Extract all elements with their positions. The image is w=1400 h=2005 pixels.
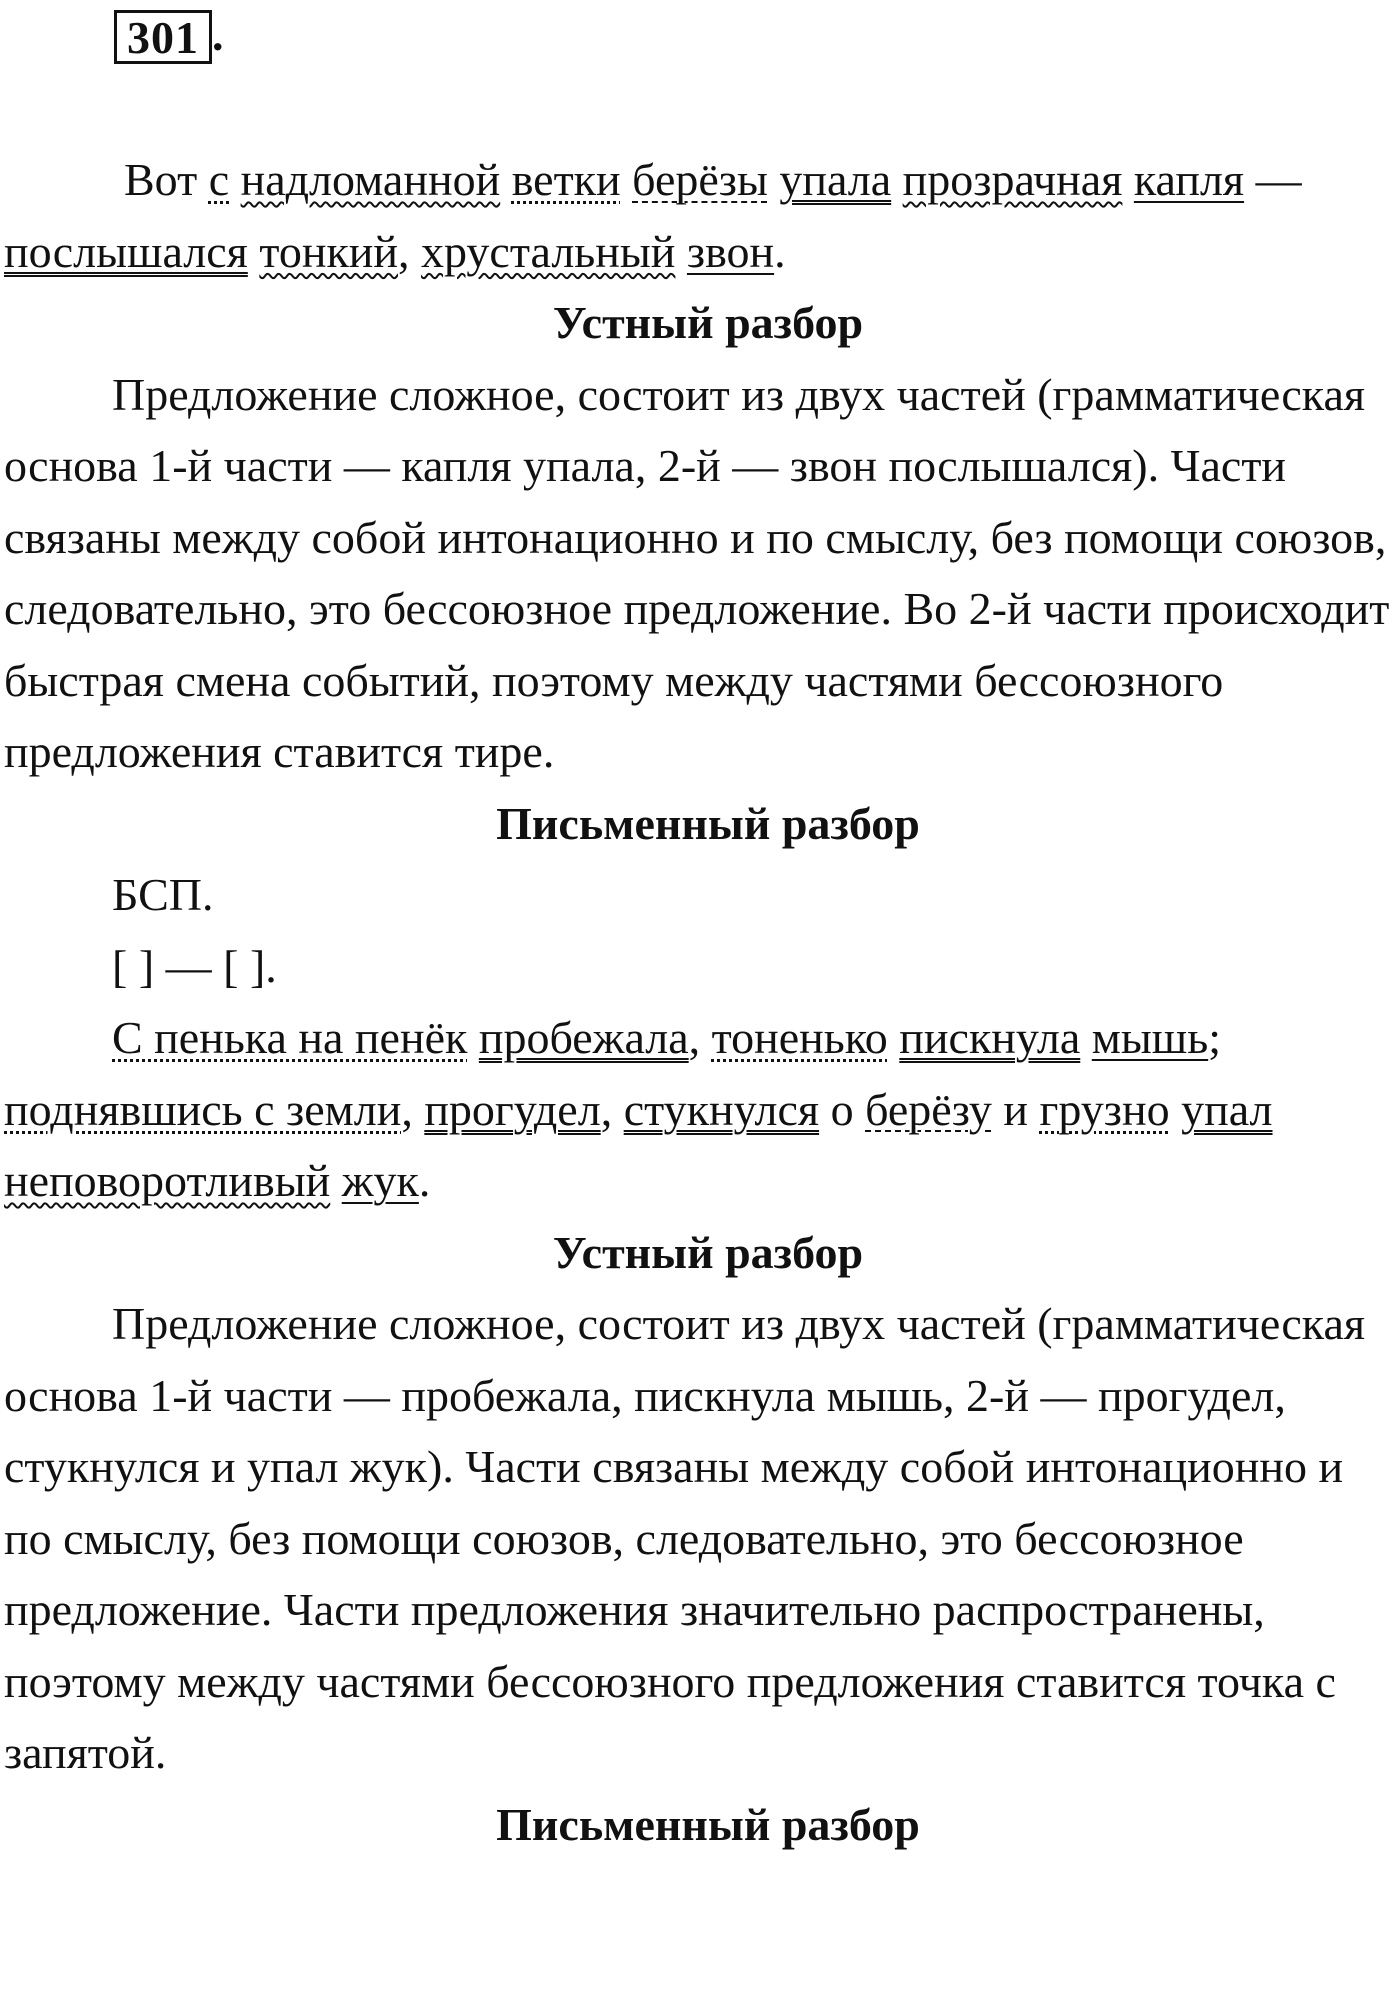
conjunction: и (991, 1083, 1040, 1135)
space (1170, 1084, 1182, 1135)
heading-written-analysis-2: Письменный разбор (496, 1798, 920, 1850)
word-attribute: хрустальный (421, 225, 676, 277)
space (1080, 1012, 1092, 1063)
task-number (114, 9, 225, 63)
heading-written-analysis-1: Письменный разбор (496, 797, 920, 849)
word-predicate: пискнула (899, 1012, 1081, 1063)
word-adverbial: грузно (1039, 1083, 1170, 1135)
word-adverbial: С пенька на пенёк (112, 1012, 468, 1063)
heading-oral-analysis-2: Устный разбор (552, 1226, 864, 1278)
word-subject: капля (1133, 154, 1245, 205)
word-predicate: упала (779, 154, 892, 205)
sentence-1 (4, 144, 1394, 287)
space (888, 1012, 900, 1063)
space (768, 154, 780, 205)
word-predicate: прогудел (424, 1083, 601, 1135)
word-adverbial: тоненько (711, 1012, 888, 1063)
oral-analysis-1: Предложение сложное, состоит из двух частей (грамматическая основа 1-й части — капля упала, 2-й — звон послышался). Части связаны между собой интонационно и по смыслу, без помощи союзов, следовательно, это бессоюзное предложение. Во 2-й части происходит быстрая смена событий, поэтому между частями бессоюзного предложения ставится тире. (4, 368, 1390, 777)
period: . (774, 225, 786, 277)
word-object: берёзы (632, 154, 768, 205)
period: . (418, 1155, 431, 1206)
word-attribute: тонкий (259, 225, 399, 277)
oral-analysis-2: Предложение сложное, состоит из двух частей (грамматическая основа 1-й части — пробежала, пискнула мышь, 2-й — прогудел, стукнулся и упал жук). Части связаны между собой интонационно и по смыслу, без помощи союзов, следовательно, это бессоюзное предложение. Части предложения значительно распространены, поэтому между частями бессоюзного предложения ставится точка с запятой. (4, 1298, 1366, 1778)
task-number-box: 301 (114, 10, 212, 64)
space (675, 226, 687, 277)
word-subject: жук (341, 1155, 419, 1206)
space (891, 154, 903, 205)
dash: — (1244, 154, 1302, 205)
written-analysis-scheme: [ ] — [ ]. (112, 940, 277, 992)
word-object: берёзу (865, 1083, 992, 1135)
space (330, 1155, 342, 1206)
written-analysis-type: БСП. (112, 869, 214, 920)
word-predicate: упал (1181, 1083, 1273, 1135)
word: Вот (124, 154, 209, 205)
word-attribute: прозрачная (902, 154, 1123, 205)
word-attribute: неповоротливый (4, 1155, 331, 1206)
word-subject: мышь (1091, 1012, 1209, 1063)
word-adverbial: ветки (511, 154, 621, 205)
space (467, 1012, 479, 1063)
comma: , (600, 1083, 624, 1135)
word-adverbial: поднявшись с земли (4, 1083, 402, 1135)
space (1122, 154, 1134, 205)
word-predicate: послышался (4, 225, 248, 277)
word-attribute: надломанной (240, 154, 501, 205)
sentence-2 (4, 1002, 1394, 1217)
space (500, 154, 512, 205)
text-body (4, 144, 1394, 1860)
space (248, 226, 260, 277)
space (621, 154, 633, 205)
word-adverbial: с (208, 154, 230, 205)
word-subject: звон (686, 225, 775, 277)
heading-oral-analysis-1: Устный разбор (552, 297, 864, 348)
comma: , (398, 225, 422, 277)
preposition: о (819, 1083, 866, 1135)
semicolon: ; (1208, 1012, 1221, 1063)
comma: , (401, 1083, 425, 1135)
task-number-dot: . (212, 9, 225, 60)
word-predicate: стукнулся (623, 1083, 820, 1135)
comma: , (688, 1012, 712, 1063)
word-predicate: пробежала (478, 1012, 689, 1063)
space (229, 154, 241, 205)
